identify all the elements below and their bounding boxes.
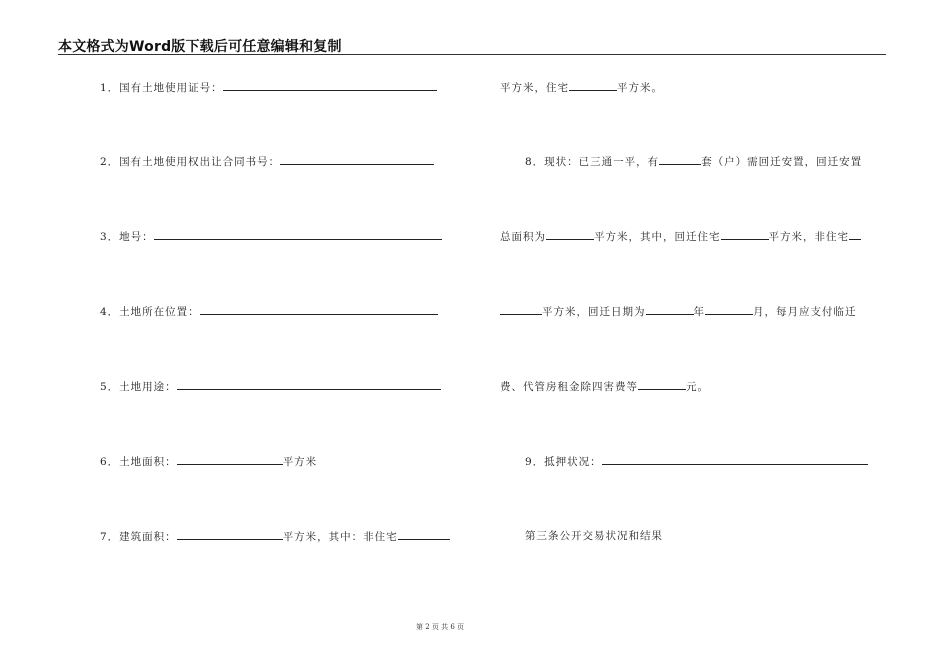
label-land-area: 6．土地面积： bbox=[100, 456, 177, 468]
label-lot-number: 3．地号： bbox=[100, 231, 154, 243]
header-divider bbox=[58, 54, 886, 55]
label-land-location: 4．土地所在位置： bbox=[100, 306, 200, 318]
label-transfer-contract: 2．国有土地使用权出让合同书号： bbox=[100, 156, 281, 168]
blank-land-use-certificate bbox=[223, 80, 437, 91]
line-fees bbox=[500, 379, 709, 394]
label-land-use-certificate: 1．国有土地使用证号： bbox=[100, 82, 223, 94]
field-transfer-contract bbox=[100, 154, 434, 169]
label-mortgage-status: 9．抵押状况： bbox=[525, 456, 602, 468]
text-month: 月，每月应支付临迁 bbox=[753, 306, 857, 318]
blank-non-residential-start bbox=[849, 229, 861, 240]
text-non-residential: 平方米，非住宅 bbox=[768, 231, 849, 243]
line-current-status bbox=[525, 154, 862, 169]
blank-households bbox=[659, 154, 701, 165]
text-year: 年 bbox=[693, 306, 705, 318]
text-current-status: 8．现状：已三通一平，有 bbox=[525, 156, 660, 168]
blank-resettle-residential bbox=[721, 229, 769, 240]
blank-non-residential-end bbox=[500, 304, 542, 315]
blank-land-purpose bbox=[177, 379, 441, 390]
blank-building-area bbox=[177, 529, 283, 540]
text-resettle-date: 平方米，回迁日期为 bbox=[542, 306, 646, 318]
text-fees: 费、代管房租金除四害费等 bbox=[500, 381, 638, 393]
field-land-area bbox=[100, 454, 317, 469]
unit-land-area: 平方米 bbox=[282, 456, 318, 468]
blank-year bbox=[646, 304, 694, 315]
blank-residential-area bbox=[569, 80, 617, 91]
field-lot-number bbox=[100, 229, 442, 244]
blank-month bbox=[705, 304, 753, 315]
blank-land-area bbox=[177, 454, 283, 465]
field-land-purpose bbox=[100, 379, 441, 394]
label-building-area: 7．建筑面积： bbox=[100, 531, 177, 543]
blank-transfer-contract bbox=[280, 154, 434, 165]
blank-total-area bbox=[546, 229, 594, 240]
field-land-location bbox=[100, 304, 438, 319]
text-sqm-residential: 平方米，住宅 bbox=[500, 82, 569, 94]
blank-mortgage-status bbox=[602, 454, 868, 465]
blank-land-location bbox=[200, 304, 438, 315]
blank-lot-number bbox=[154, 229, 442, 240]
blank-non-residential-area bbox=[398, 529, 450, 540]
line-resettlement-date bbox=[500, 304, 857, 319]
line-residential-area bbox=[500, 80, 663, 95]
document-header-title: 本文格式为Word版下载后可任意编辑和复制 bbox=[58, 39, 342, 55]
page-footer: 第 2 页 共 6 页 bbox=[415, 623, 465, 631]
field-mortgage-status bbox=[525, 454, 868, 469]
field-land-use-certificate bbox=[100, 80, 437, 95]
field-building-area bbox=[100, 529, 450, 544]
text-sqm-end: 平方米。 bbox=[617, 82, 663, 94]
blank-fees bbox=[638, 379, 686, 390]
label-land-purpose: 5．土地用途： bbox=[100, 381, 177, 393]
text-resettlement: 套（户）需回迁安置，回迁安置 bbox=[701, 156, 863, 168]
text-yuan: 元。 bbox=[686, 381, 709, 393]
text-total-area: 总面积为 bbox=[500, 231, 546, 243]
text-resettle-residential: 平方米，其中，回迁住宅 bbox=[594, 231, 721, 243]
line-resettlement-area bbox=[500, 229, 861, 244]
section-heading-article-3: 第三条公开交易状况和结果 bbox=[525, 530, 663, 542]
label-non-residential: 平方米，其中：非住宅 bbox=[282, 531, 398, 543]
